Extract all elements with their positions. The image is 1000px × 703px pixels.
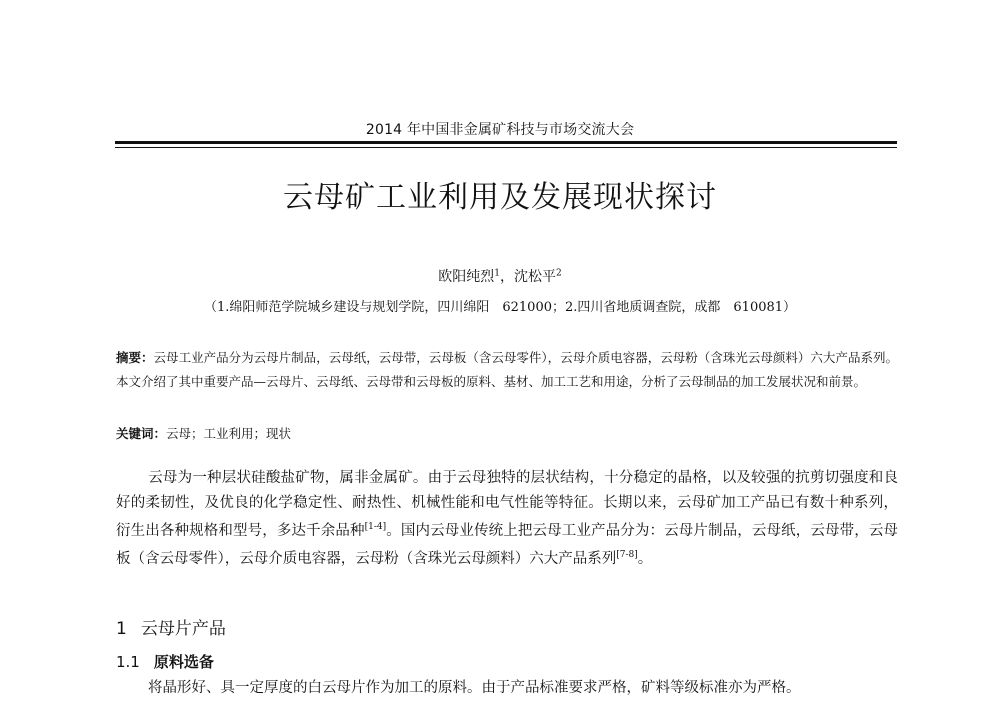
citation-1: [1-4]	[364, 522, 387, 532]
intro-text-1: 云母为一种层状硅酸盐矿物，属非金属矿。由于云母独特的层状结构，十分稳定的晶格，以及较强的抗剪切强度和良好的柔韧性，及优良的化学稳定性、耐热性、机械性能和电气性能等特征。长期以来，云母矿加工产品已有数十种系列，衍生出各种规格和型号，多达千余品种	[116, 470, 898, 539]
intro-paragraph	[116, 466, 898, 572]
section-1-heading	[116, 614, 226, 639]
abstract-text: 云母工业产品分为云母片制品，云母纸，云母带，云母板（含云母零件），云母介质电容器，云母粉（含珠光云母颜料）六大产品系列。本文介绍了其中重要产品—云母片、云母纸、云母带和云母板的原料、基材、加工工艺和用途，分析了云母制品的加工发展状况和前景。	[116, 350, 898, 389]
paper-title: 云母矿工业利用及发展现状探讨	[283, 180, 717, 215]
header-rule-thin	[115, 147, 897, 148]
abstract	[116, 346, 898, 394]
author-line	[0, 266, 1000, 286]
subsection-1-1-title: 原料选备	[153, 653, 214, 671]
affiliation-line: （1.绵阳师范学院城乡建设与规划学院，四川绵阳 621000；2.四川省地质调查院，成都 610081）	[203, 300, 797, 315]
subsection-1-1-heading	[116, 651, 214, 672]
keywords-text: 云母；工业利用；现状	[166, 426, 292, 441]
author-separator: ，	[500, 269, 514, 285]
keywords-label: 关键词：	[116, 426, 167, 441]
intro-text-2: 。国内云母业传统上把云母工业产品分为：云母片制品，云母纸，云母带，云母板（含云母零件），云母介质电容器，云母粉（含珠光云母颜料）六大产品系列	[116, 522, 899, 568]
abstract-label: 摘要：	[116, 350, 154, 365]
citation-2: [7-8]	[616, 550, 638, 561]
author-2-affiliation-mark: 2	[556, 268, 562, 279]
author-1-affiliation-mark: 1	[494, 268, 500, 279]
author-2: 沈松平	[514, 269, 556, 285]
subsection-1-1-text	[116, 677, 898, 699]
keywords	[116, 424, 898, 444]
header-rule-thick	[115, 141, 897, 144]
author-1: 欧阳纯烈	[438, 269, 495, 285]
subsection-1-1-body: 将晶形好、具一定厚度的白云母片作为加工的原料。由于产品标准要求严格，矿料等级标准亦为严格。	[148, 680, 801, 696]
section-1-number: 1	[116, 619, 127, 639]
subsection-1-1-number: 1.1	[116, 653, 140, 671]
conference-header: 2014 年中国非金属矿科技与市场交流大会	[365, 122, 635, 138]
intro-text-3: 。	[637, 551, 653, 568]
section-1-title: 云母片产品	[140, 619, 226, 639]
